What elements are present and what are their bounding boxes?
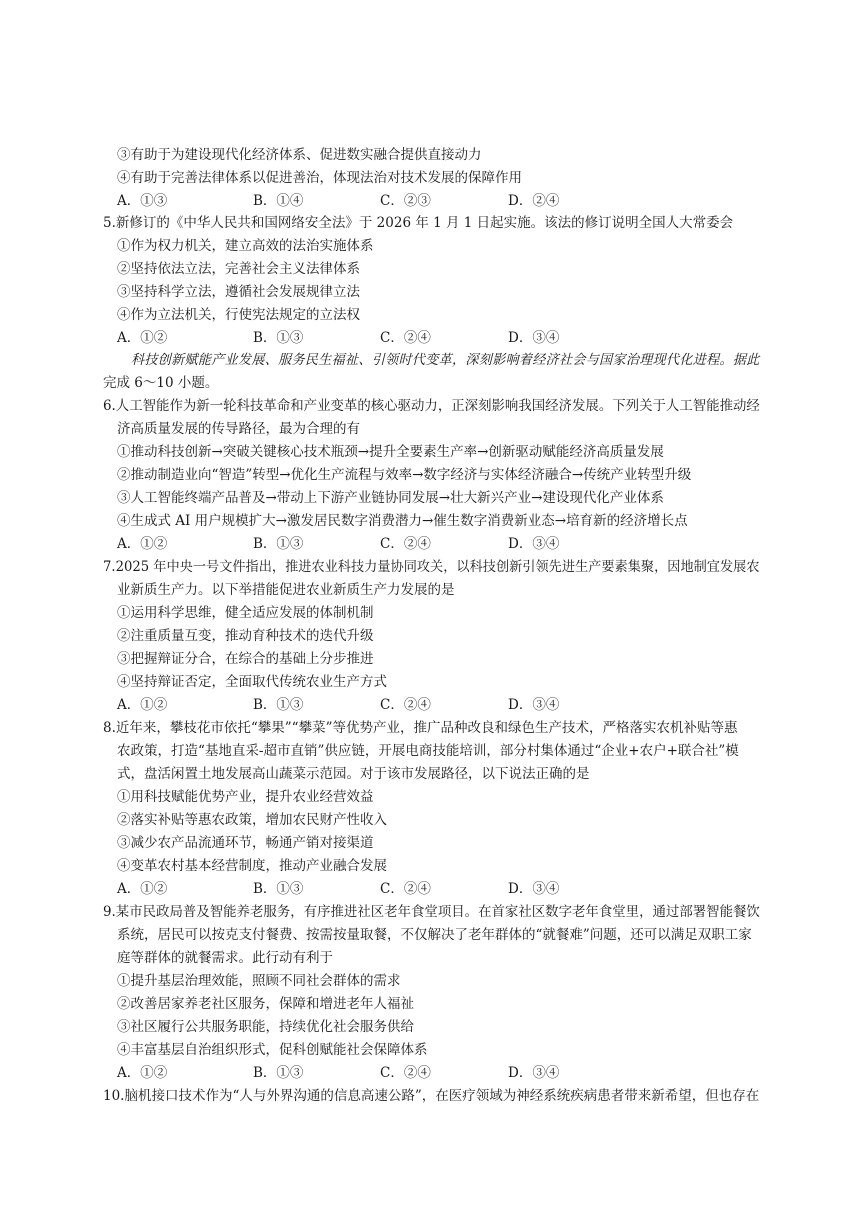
choice-c: C．②④	[380, 697, 431, 713]
answer-choices-row	[117, 329, 577, 347]
option-line: ③社区履行公共服务职能，持续优化社会服务供给	[117, 1019, 414, 1035]
choice-a: A．①②	[117, 881, 168, 897]
answer-choices-row	[117, 880, 577, 898]
choice-c: C．②③	[380, 193, 431, 209]
answer-choices-row	[117, 1064, 577, 1082]
question-continuation-line: 庭等群体的就餐需求。此行动有利于	[117, 950, 333, 966]
option-line: ①推动科技创新→突破关键核心技术瓶颈→提升全要素生产率→创新驱动赋能经济高质量发展	[117, 444, 664, 460]
option-line: ②推动制造业向“智造”转型→优化生产流程与效率→数字经济与实体经济融合→传统产业转型升级	[117, 467, 692, 483]
choice-d: D．③④	[508, 330, 560, 346]
option-line: ②注重质量互变，推动育种技术的迭代升级	[117, 628, 374, 644]
section-intro-line: 科技创新赋能产业发展、服务民生福祉、引领时代变革，深刻影响着经济社会与国家治理现代化进程。据此	[131, 352, 760, 368]
question-continuation-line: 农政策，打造“基地直采-超市直销”供应链，开展电商技能培训，部分村集体通过“企业+农户+联合社”模	[117, 743, 739, 759]
option-line: ①运用科学思维，健全适应发展的体制机制	[117, 605, 374, 621]
choice-b: B．①③	[253, 881, 304, 897]
question-stem-line: 9.某市民政局普及智能养老服务，有序推进社区老年食堂项目。在首家社区数字老年食堂里，通过部署智能餐饮	[103, 904, 760, 920]
question-stem-line: 完成 6～10 小题。	[103, 375, 219, 391]
option-line: ①作为权力机关，建立高效的法治实施体系	[117, 238, 374, 254]
option-line: ③人工智能终端产品普及→带动上下游产业链协同发展→壮大新兴产业→建设现代化产业体系	[117, 490, 664, 506]
choice-c: C．②④	[380, 881, 431, 897]
choice-b: B．①③	[253, 330, 304, 346]
choice-b: B．①④	[253, 193, 304, 209]
option-line: ④作为立法机关，行使宪法规定的立法权	[117, 307, 360, 323]
choice-a: A．①②	[117, 1065, 168, 1081]
choice-a: A．①③	[117, 193, 168, 209]
option-line: ②落实补贴等惠农政策，增加农民财产性收入	[117, 812, 387, 828]
answer-choices-row	[117, 535, 577, 553]
question-continuation-line: 系统，居民可以按克支付餐费、按需按量取餐，不仅解决了老年群体的“就餐难”问题，还可以满足双职工家	[117, 927, 752, 943]
choice-a: A．①②	[117, 697, 168, 713]
option-line: ④变革农村基本经营制度，推动产业融合发展	[117, 858, 387, 874]
option-line: ③减少农产品流通环节，畅通产销对接渠道	[117, 835, 374, 851]
option-line: ④丰富基层自治组织形式，促科创赋能社会保障体系	[117, 1042, 428, 1058]
choice-c: C．②④	[380, 536, 431, 552]
option-line: ④生成式 AI 用户规模扩大→激发居民数字消费潜力→催生数字消费新业态→培育新的经济增长点	[117, 513, 688, 529]
option-line: ④坚持辩证否定，全面取代传统农业生产方式	[117, 674, 387, 690]
question-stem-line: 8.近年来，攀枝花市依托“攀果”“攀菜”等优势产业，推广品种改良和绿色生产技术，严格落实农机补贴等惠	[103, 720, 738, 736]
question-stem-line: 10.脑机接口技术作为“人与外界沟通的信息高速公路”，在医疗领域为神经系统疾病患者带来新希望，但也存在	[103, 1088, 760, 1104]
answer-choices-row	[117, 192, 577, 210]
choice-d: D．③④	[508, 536, 560, 552]
choice-d: D．③④	[508, 1065, 560, 1081]
question-continuation-line: 式，盘活闲置土地发展高山蔬菜示范园。对于该市发展路径，以下说法正确的是	[117, 766, 590, 782]
choice-b: B．①③	[253, 1065, 304, 1081]
choice-d: D．③④	[508, 697, 560, 713]
answer-choices-row	[117, 696, 577, 714]
option-line: ③坚持科学立法，遵循社会发展规律立法	[117, 284, 360, 300]
question-stem-line: 5.新修订的《中华人民共和国网络安全法》于 2026 年 1 月 1 日起实施。该法的修订说明全国人大常委会	[103, 215, 734, 231]
question-stem-line: 7.2025 年中央一号文件指出，推进农业科技力量协同攻关，以科技创新引领先进生产要素集聚，因地制宜发展农	[103, 559, 760, 575]
question-continuation-line: 业新质生产力。以下举措能促进农业新质生产力发展的是	[117, 582, 455, 598]
choice-b: B．①③	[253, 536, 304, 552]
choice-d: D．②④	[508, 193, 560, 209]
choice-a: A．①②	[117, 330, 168, 346]
question-stem-line: 6.人工智能作为新一轮科技革命和产业变革的核心驱动力，正深刻影响我国经济发展。下列关于人工智能推动经	[103, 398, 760, 414]
choice-a: A．①②	[117, 536, 168, 552]
choice-c: C．②④	[380, 1065, 431, 1081]
choice-c: C．②④	[380, 330, 431, 346]
choice-d: D．③④	[508, 881, 560, 897]
question-continuation-line: 济高质量发展的传导路径，最为合理的有	[117, 421, 360, 437]
option-line: ②改善居家养老社区服务，保障和增进老年人福祉	[117, 996, 414, 1012]
choice-b: B．①③	[253, 697, 304, 713]
option-line: ①提升基层治理效能，照顾不同社会群体的需求	[117, 973, 401, 989]
option-line: ③有助于为建设现代化经济体系、促进数实融合提供直接动力	[117, 147, 482, 163]
option-line: ③把握辩证分合，在综合的基础上分步推进	[117, 651, 374, 667]
option-line: ②坚持依法立法，完善社会主义法律体系	[117, 261, 360, 277]
option-line: ①用科技赋能优势产业，提升农业经营效益	[117, 789, 374, 805]
option-line: ④有助于完善法律体系以促进善治，体现法治对技术发展的保障作用	[117, 170, 522, 186]
